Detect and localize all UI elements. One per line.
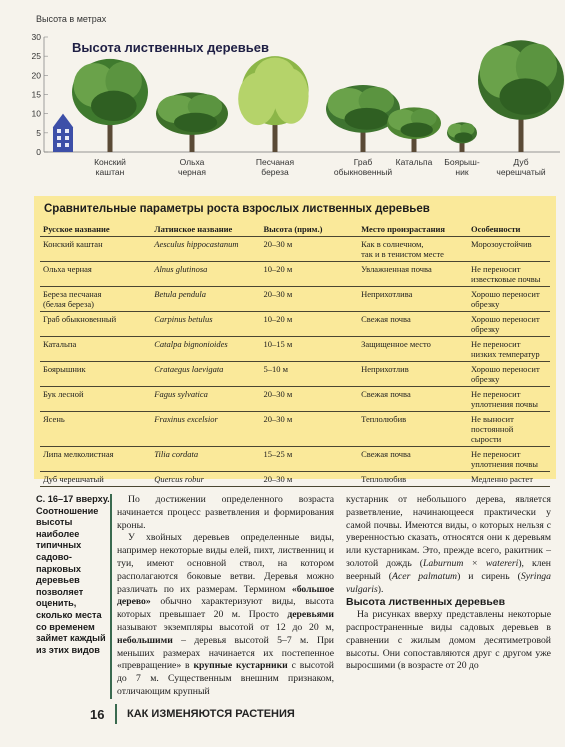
- cell-latin-name: Catalpa bignonioides: [151, 337, 260, 362]
- cell-russian-name: Береза песчаная (белая береза): [40, 287, 151, 312]
- tree-label: Конский каштан: [94, 157, 126, 177]
- table-row: [40, 287, 550, 312]
- cell-latin-name: Aesculus hippocastanum: [151, 237, 260, 262]
- tree-label: Песчаная береза: [255, 157, 295, 177]
- cell-russian-name: Боярышник: [40, 362, 151, 387]
- table-row: [40, 472, 550, 487]
- y-tick-label: 0: [36, 147, 41, 157]
- text-column-1: [117, 494, 334, 699]
- tree-6-crown: [478, 40, 564, 119]
- cell-latin-name: Carpinus betulus: [151, 312, 260, 337]
- table-title: Сравнительные параметры роста взрослых лиственных деревьев: [44, 203, 430, 215]
- col-header-habitat: Место произрастания: [358, 223, 468, 237]
- cell-features: Не переносит низких температур: [468, 337, 550, 362]
- cell-latin-name: Fraxinus excelsior: [151, 412, 260, 447]
- house-icon: [53, 114, 73, 152]
- cell-latin-name: Alnus glutinosa: [151, 262, 260, 287]
- comparison-table: [40, 223, 550, 487]
- page-number: 16: [90, 707, 105, 722]
- house-window: [65, 129, 69, 133]
- cell-habitat: Неприхотлив: [358, 362, 468, 387]
- cell-features: Не выносит постоянной сырости: [468, 412, 550, 447]
- cell-height: 5–10 м: [260, 362, 358, 387]
- cell-habitat: Свежая почва: [358, 312, 468, 337]
- cell-features: Хорошо переносит обрезку: [468, 362, 550, 387]
- cell-features: Медленно растет: [468, 472, 550, 487]
- y-tick-label: 25: [31, 51, 41, 62]
- figure-caption: С. 16–17 вверху. Соотношение высоты наиболее типичных садово-парковых деревьев позволяет оценить, сколько места со временем займет каждый из этих видов: [36, 494, 110, 655]
- cell-russian-name: Конский каштан: [40, 237, 151, 262]
- paragraph: У хвойных деревьев определенные виды, например некоторые виды елей, пихт, лиственниц и туи, имеют основной ствол, на котором располагаются боковые ветви. Деревья можно различать по их размерам. Термином «большое дерево» обычно характеризуют виды, высота которых превышает 20 м. Просто деревьями называют экземпляры высотой от 12 до 20 м, небольшими – деревья высотой 5–7 м. При меньших размерах начинается их постепенное «превращение» в крупные кустарники с высотой до 7 м. Существенным внешним признаком, отличающим крупный: [117, 532, 334, 697]
- section-heading: Высота лиственных деревьев: [346, 596, 506, 609]
- tree-label: Граб обыкновенный: [333, 157, 393, 177]
- y-tick-label: 10: [31, 108, 41, 119]
- cell-russian-name: Ясень: [40, 412, 151, 447]
- text-column-2: [346, 494, 551, 673]
- tree-5-crown: [447, 122, 477, 143]
- cell-habitat: Как в солнечном, так и в тенистом месте: [358, 237, 468, 262]
- y-axis-label: Высота в метрах: [36, 14, 107, 24]
- tree-1-crown: [156, 92, 228, 134]
- tree-0-crown: [72, 59, 148, 125]
- tree-label: Боярыш- ник: [444, 157, 480, 177]
- table-row: [40, 312, 550, 337]
- cell-height: 10–20 м: [260, 312, 358, 337]
- cell-habitat: Теплолюбив: [358, 412, 468, 447]
- paragraph: По достижении определенного возраста начинается процесс разветвления и формирования кроны.: [117, 494, 334, 531]
- y-tick-label: 20: [31, 70, 41, 81]
- paragraph: кустарник от небольшого дерева, является разветвление, начинающееся практически у самой почвы. Имеются виды, о которых нельзя с уверенностью сказать, относятся они к деревьям или кустарникам. Это, прежде всего, ракитник – золотой дождь (Laburnum × watereri), клен веерный (Acer palmatum) и сирень (Syringa vulgaris).: [346, 494, 551, 595]
- cell-latin-name: Crataegus laevigata: [151, 362, 260, 387]
- cell-russian-name: Ольха черная: [40, 262, 151, 287]
- comparison-table-panel: [34, 196, 556, 484]
- y-tick-label: 15: [31, 89, 41, 100]
- table-row: [40, 412, 550, 447]
- cell-russian-name: Дуб черешчатый: [40, 472, 151, 487]
- tree-height-chart: [0, 0, 565, 188]
- cell-russian-name: Бук лесной: [40, 387, 151, 412]
- cell-features: Хорошо переносит обрезку: [468, 312, 550, 337]
- house-window: [57, 143, 61, 147]
- cell-features: Не переносит уплотнения почвы: [468, 387, 550, 412]
- cell-height: 10–20 м: [260, 262, 358, 287]
- cell-habitat: Защищенное место: [358, 337, 468, 362]
- cell-latin-name: Fagus sylvatica: [151, 387, 260, 412]
- col-header-height: Высота (прим.): [260, 223, 358, 237]
- caption-divider: [110, 494, 112, 699]
- tree-label: Ольха черная: [178, 157, 206, 177]
- col-header-russian: Русское название: [40, 223, 151, 237]
- cell-height: 15–25 м: [260, 447, 358, 472]
- col-header-features: Особенности: [468, 223, 550, 237]
- table-row: [40, 337, 550, 362]
- table-header-row: [40, 223, 550, 237]
- cell-habitat: Свежая почва: [358, 387, 468, 412]
- cell-russian-name: Катальпа: [40, 337, 151, 362]
- term-big-tree: «большое дерево»: [117, 583, 334, 608]
- tree-2-crown: [238, 56, 308, 125]
- footer-section-title: КАК ИЗМЕНЯЮТСЯ РАСТЕНИЯ: [127, 708, 295, 720]
- cell-latin-name: Quercus robur: [151, 472, 260, 487]
- house-window: [65, 136, 69, 140]
- cell-height: 10–15 м: [260, 337, 358, 362]
- cell-height: 20–30 м: [260, 412, 358, 447]
- cell-habitat: Неприхотлива: [358, 287, 468, 312]
- tree-label: Катальпа: [395, 157, 433, 167]
- term-small: небольшими: [117, 634, 173, 646]
- table-row: [40, 237, 550, 262]
- cell-height: 20–30 м: [260, 387, 358, 412]
- cell-latin-name: Betula pendula: [151, 287, 260, 312]
- cell-height: 20–30 м: [260, 237, 358, 262]
- cell-russian-name: Липа мелколистная: [40, 447, 151, 472]
- table-row: [40, 362, 550, 387]
- cell-height: 20–30 м: [260, 287, 358, 312]
- col-header-latin: Латинское название: [151, 223, 260, 237]
- house-window: [57, 129, 61, 133]
- cell-height: 20–30 м: [260, 472, 358, 487]
- y-tick-label: 30: [31, 32, 41, 42]
- tree-label: Дуб черешчатый: [496, 157, 546, 177]
- cell-habitat: Свежая почва: [358, 447, 468, 472]
- footer-divider: [115, 704, 117, 724]
- table-row: [40, 387, 550, 412]
- cell-features: Не переносит уплотнения почвы: [468, 447, 550, 472]
- cell-habitat: Увлажненная почва: [358, 262, 468, 287]
- cell-features: Хорошо переносит обрезку: [468, 287, 550, 312]
- term-trees: деревьями: [287, 609, 334, 621]
- cell-habitat: Теплолюбив: [358, 472, 468, 487]
- tree-4-crown: [387, 107, 441, 139]
- house-window: [57, 136, 61, 140]
- chart-title: Высота лиственных деревьев: [72, 40, 269, 55]
- cell-russian-name: Граб обыкновенный: [40, 312, 151, 337]
- cell-features: Морозоустойчив: [468, 237, 550, 262]
- house-window: [65, 143, 69, 147]
- cell-features: Не переносит известковые почвы: [468, 262, 550, 287]
- term-large-shrubs: крупные кустарники: [193, 660, 288, 672]
- cell-latin-name: Tilia cordata: [151, 447, 260, 472]
- paragraph: На рисунках вверху представлены некоторые распространенные виды садовых деревьев в сравнении с жилым домом десятиметровой высоты. Они сопоставляются друг с другом уже выросшими (в возрасте от 20 до: [346, 609, 551, 672]
- table-row: [40, 262, 550, 287]
- y-tick-label: 5: [36, 127, 41, 138]
- table-row: [40, 447, 550, 472]
